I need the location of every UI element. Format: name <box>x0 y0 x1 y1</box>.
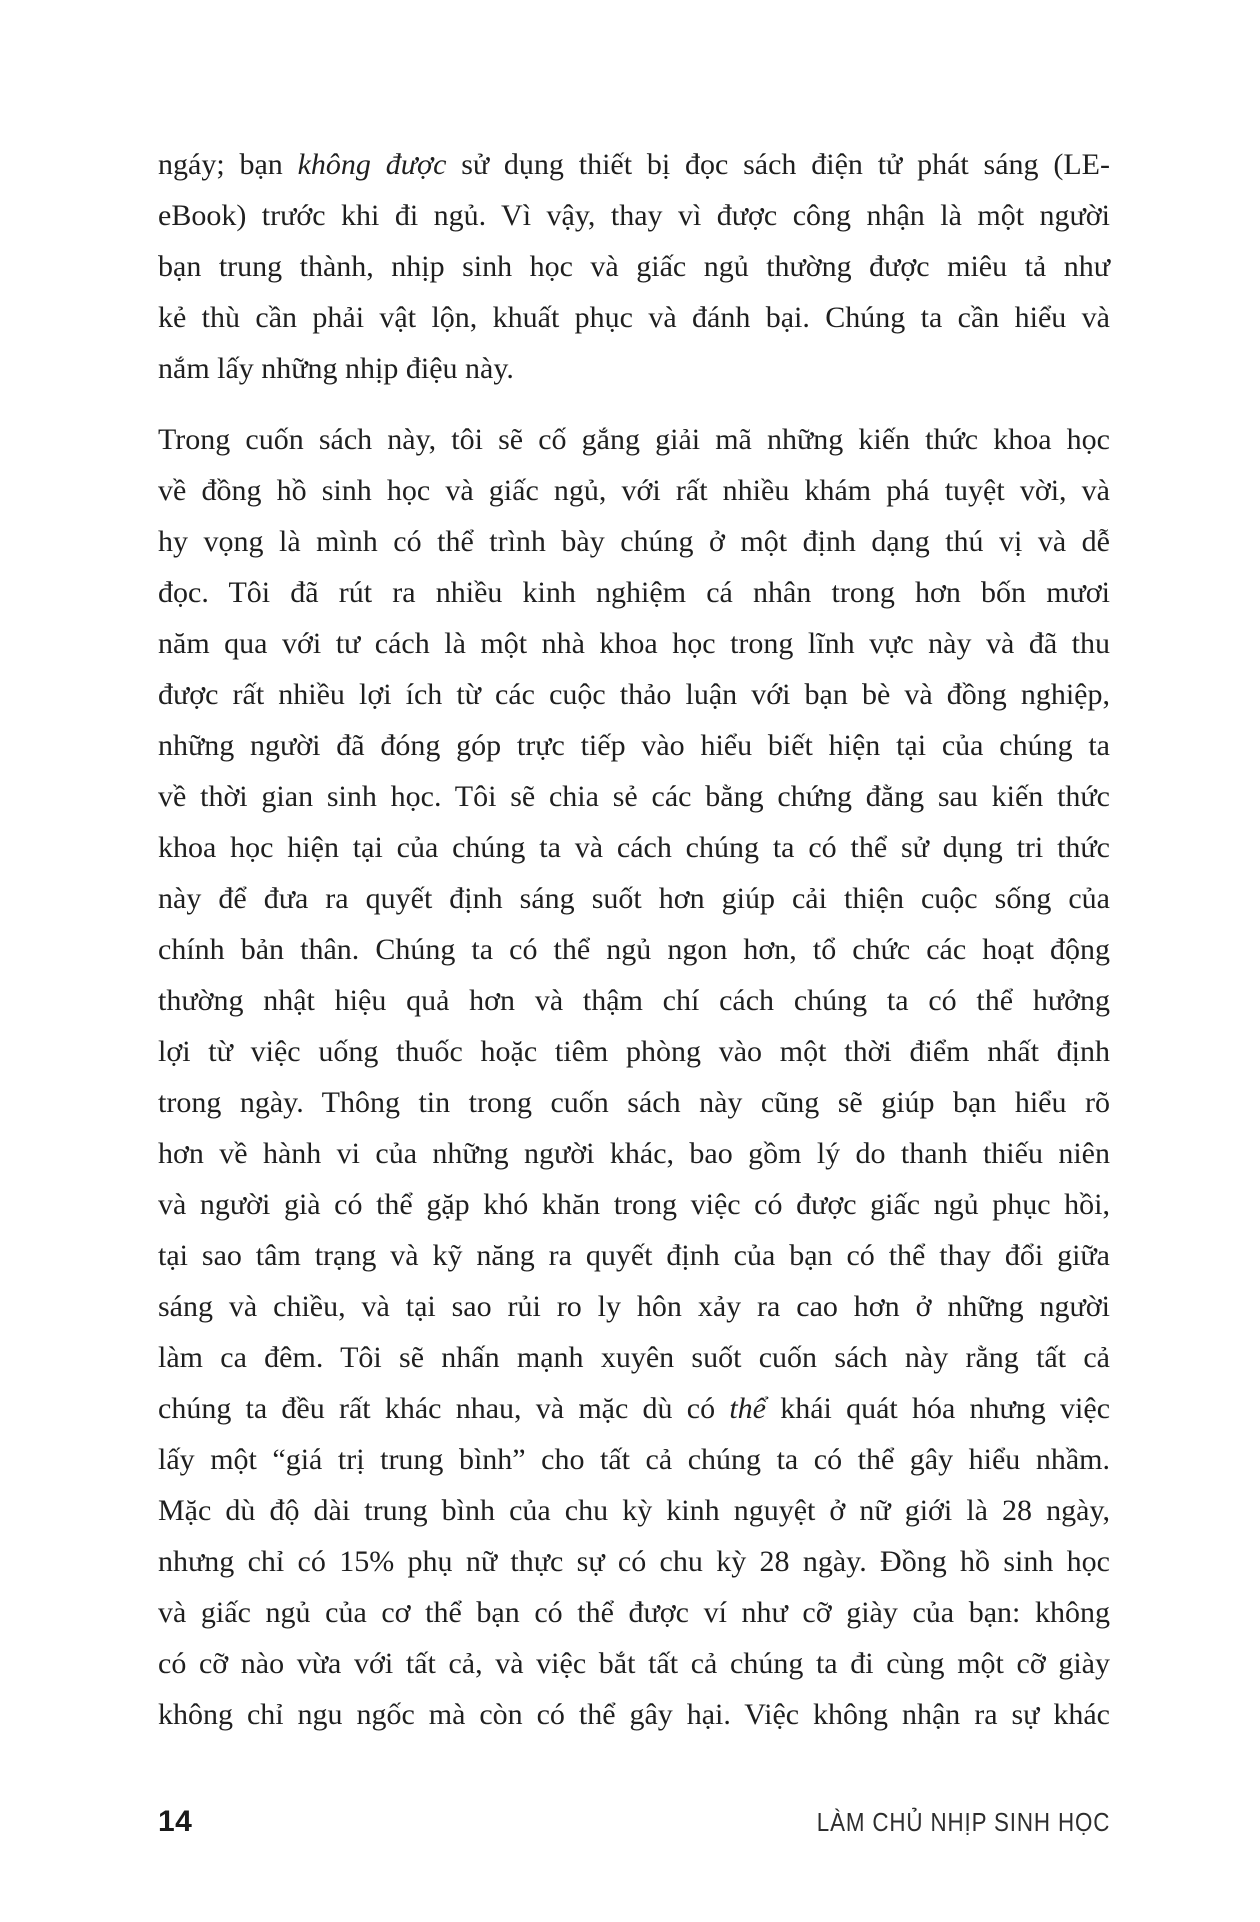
text-line <box>158 1332 1110 1383</box>
text-segment: làm ca đêm. Tôi sẽ nhấn mạnh xuyên suốt cuốn sách này rằng tất cả <box>158 1341 1110 1374</box>
text-line <box>158 567 1110 618</box>
page-footer <box>158 1804 1110 1840</box>
text-segment: khái quát hóa nhưng việc <box>765 1392 1111 1425</box>
text-segment: sử dụng thiết bị đọc sách điện tử phát sáng (LE- <box>446 148 1110 181</box>
text-segment: được rất nhiều lợi ích từ các cuộc thảo luận với bạn bè và đồng nghiệp, <box>158 678 1110 711</box>
text-line <box>158 1383 1110 1434</box>
text-line <box>158 720 1110 771</box>
text-segment: nhưng chỉ có 15% phụ nữ thực sự có chu kỳ 28 ngày. Đồng hồ sinh học <box>158 1545 1110 1578</box>
paragraph <box>158 139 1110 394</box>
text-segment: về thời gian sinh học. Tôi sẽ chia sẻ các bằng chứng đằng sau kiến thức <box>158 780 1110 813</box>
text-line <box>158 1128 1110 1179</box>
text-line <box>158 292 1110 343</box>
text-segment: Trong cuốn sách này, tôi sẽ cố gắng giải mã những kiến thức khoa học <box>158 423 1110 456</box>
page-number: 14 <box>158 1805 193 1838</box>
text-segment: trong ngày. Thông tin trong cuốn sách này cũng sẽ giúp bạn hiểu rõ <box>158 1086 1110 1119</box>
text-line <box>158 1536 1110 1587</box>
paragraph <box>158 414 1110 1740</box>
text-segment: những người đã đóng góp trực tiếp vào hiểu biết hiện tại của chúng ta <box>158 729 1110 762</box>
text-segment: lấy một “giá trị trung bình” cho tất cả chúng ta có thể gây hiểu nhầm. <box>158 1443 1110 1476</box>
text-segment: sáng và chiều, và tại sao rủi ro ly hôn xảy ra cao hơn ở những người <box>158 1290 1110 1323</box>
text-line <box>158 1485 1110 1536</box>
text-segment: bạn trung thành, nhịp sinh học và giấc ngủ thường được miêu tả như <box>158 250 1110 283</box>
text-line <box>158 618 1110 669</box>
text-line <box>158 975 1110 1026</box>
text-segment: chính bản thân. Chúng ta có thể ngủ ngon hơn, tổ chức các hoạt động <box>158 933 1110 966</box>
text-line <box>158 241 1110 292</box>
text-segment: ngáy; bạn <box>158 148 298 181</box>
text-segment: nắm lấy những nhịp điệu này. <box>158 352 514 385</box>
text-segment: có cỡ nào vừa với tất cả, và việc bắt tất cả chúng ta đi cùng một cỡ giày <box>158 1647 1110 1680</box>
text-line <box>158 924 1110 975</box>
text-line <box>158 139 1110 190</box>
text-line <box>158 1587 1110 1638</box>
page-body <box>158 139 1110 1740</box>
text-segment: và giấc ngủ của cơ thể bạn có thể được ví như cỡ giày của bạn: không <box>158 1596 1110 1629</box>
text-line <box>158 1230 1110 1281</box>
text-segment: eBook) trước khi đi ngủ. Vì vậy, thay vì được công nhận là một người <box>158 199 1110 232</box>
text-line <box>158 1026 1110 1077</box>
text-segment: Mặc dù độ dài trung bình của chu kỳ kinh nguyệt ở nữ giới là 28 ngày, <box>158 1494 1110 1527</box>
text-line <box>158 1281 1110 1332</box>
text-segment: hy vọng là mình có thể trình bày chúng ở một định dạng thú vị và dễ <box>158 525 1110 558</box>
text-segment: khoa học hiện tại của chúng ta và cách chúng ta có thể sử dụng tri thức <box>158 831 1110 864</box>
text-segment: và người già có thể gặp khó khăn trong việc có được giấc ngủ phục hồi, <box>158 1188 1110 1221</box>
text-segment: kẻ thù cần phải vật lộn, khuất phục và đánh bại. Chúng ta cần hiểu và <box>158 301 1110 334</box>
text-line <box>158 414 1110 465</box>
text-segment: lợi từ việc uống thuốc hoặc tiêm phòng vào một thời điểm nhất định <box>158 1035 1110 1068</box>
text-line <box>158 669 1110 720</box>
text-line <box>158 1689 1110 1740</box>
text-segment: năm qua với tư cách là một nhà khoa học trong lĩnh vực này và đã thu <box>158 627 1110 660</box>
text-line <box>158 190 1110 241</box>
text-segment-italic: thể <box>729 1392 766 1425</box>
running-title: LÀM CHỦ NHỊP SINH HỌC <box>816 1807 1110 1837</box>
text-segment: tại sao tâm trạng và kỹ năng ra quyết định của bạn có thể thay đổi giữa <box>158 1239 1110 1272</box>
text-line <box>158 465 1110 516</box>
text-line <box>158 516 1110 567</box>
text-segment: về đồng hồ sinh học và giấc ngủ, với rất nhiều khám phá tuyệt vời, và <box>158 474 1110 507</box>
text-line <box>158 873 1110 924</box>
text-segment-italic: không được <box>297 148 447 181</box>
text-segment: đọc. Tôi đã rút ra nhiều kinh nghiệm cá nhân trong hơn bốn mươi <box>158 576 1110 609</box>
text-line <box>158 822 1110 873</box>
text-line <box>158 1434 1110 1485</box>
text-line <box>158 771 1110 822</box>
text-line <box>158 1179 1110 1230</box>
text-line <box>158 343 1110 394</box>
text-segment: chúng ta đều rất khác nhau, và mặc dù có <box>158 1392 730 1425</box>
text-segment: không chỉ ngu ngốc mà còn có thể gây hại. Việc không nhận ra sự khác <box>158 1698 1110 1731</box>
text-segment: thường nhật hiệu quả hơn và thậm chí cách chúng ta có thể hưởng <box>158 984 1110 1017</box>
text-segment: hơn về hành vi của những người khác, bao gồm lý do thanh thiếu niên <box>158 1137 1110 1170</box>
text-line <box>158 1638 1110 1689</box>
text-segment: này để đưa ra quyết định sáng suốt hơn giúp cải thiện cuộc sống của <box>158 882 1110 915</box>
text-line <box>158 1077 1110 1128</box>
